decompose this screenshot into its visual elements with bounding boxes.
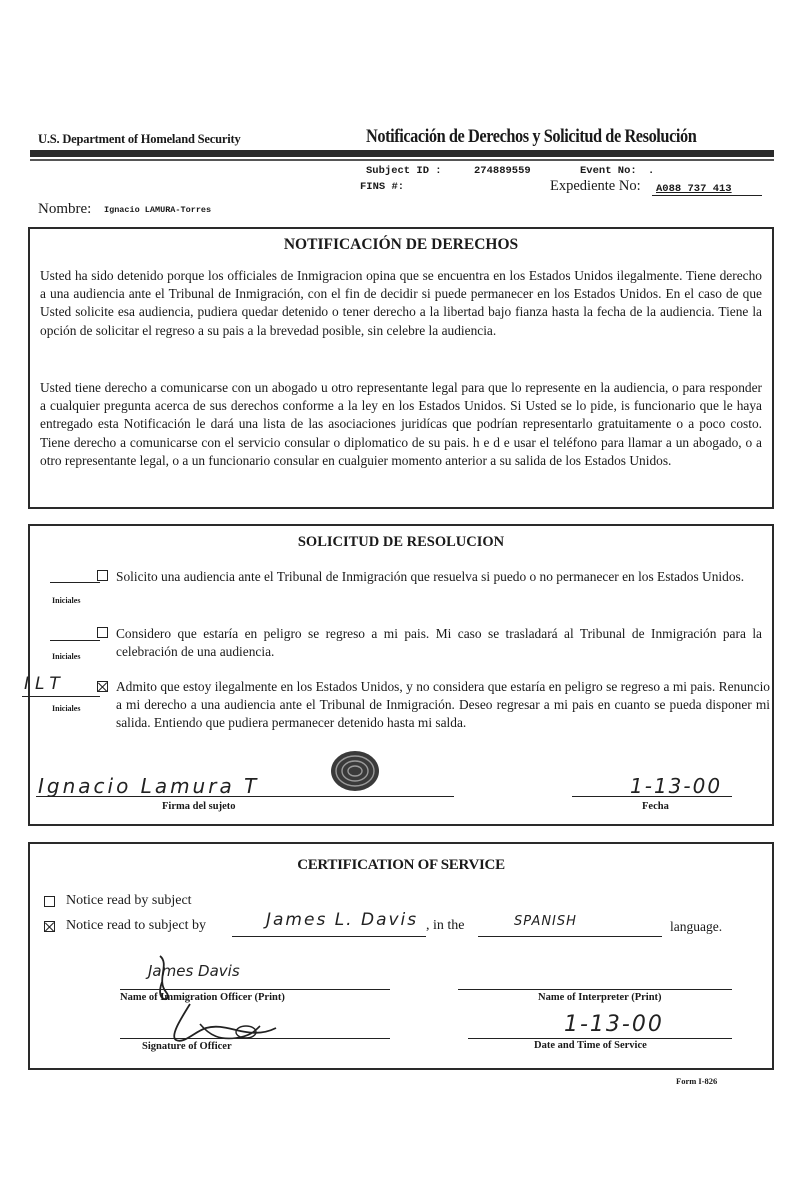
reading-officer-name: James L. Davis (266, 910, 419, 930)
subject-signature-line[interactable] (36, 796, 454, 797)
option-3-text: Admito que estoy ilegalmente en los Estados Unidos, y no considera que estaría en peligro se regreso a mi pais. Renuncio a mi derecho a una audiencia ante el Tribunal de Inmigración. Deseo regresar a mi pais en cuanto se pueda disponer mi salida. Entiendo que pudiera permanecer detenido hasta mi salda. (116, 679, 770, 731)
officer-signature-label: Signature of Officer (142, 1041, 232, 1052)
subject-signature-label: Firma del sujeto (162, 801, 236, 812)
option-3-initials: ILT (24, 674, 66, 694)
rights-title: NOTIFICACIÓN DE DERECHOS (283, 236, 519, 253)
event-no-value: . (648, 165, 655, 177)
subject-id-value: 274889559 (474, 165, 531, 177)
language-line[interactable] (478, 936, 662, 937)
form-number: Form I-826 (676, 1076, 718, 1086)
subject-date: 1-13-00 (630, 774, 723, 798)
option-2-text: Considero que estaría en peligro se regreso a mi pais. Mi caso se trasladará al Tribunal de Inmigración para la celebración de una audiencia. (116, 626, 762, 660)
option-3-checkbox-checked[interactable] (97, 681, 108, 692)
initials-label-1: Iniciales (52, 596, 81, 605)
interpreter-line[interactable] (458, 989, 732, 990)
initials-line-2[interactable] (50, 640, 100, 641)
service-date-handwriting: 1-13-00 (564, 1012, 664, 1037)
initials-label-3: Iniciales (52, 704, 81, 713)
certification-box (28, 842, 774, 1070)
officer-print-handwriting: James Davis (148, 962, 240, 980)
nombre-value: Ignacio LAMURA-Torres (104, 205, 212, 215)
resolution-box (24, 524, 774, 826)
reading-officer-line[interactable] (232, 936, 426, 937)
thumbprint-image (328, 748, 382, 794)
rights-paragraph-1: Usted ha sido detenido porque los officiales de Inmigracion opina que se encuentra en los Estados Unidos ilegalmente. Tiene derecho a una audiencia ante el Tribunal de Inmigración, con el fin de decidir si puede permanecer en los Estados Unidos. En el caso de que Usted solicite esa audiencia, pudiera quedar detenido o tener derecho a la libertad bajo fianza hasta la fecha de la audiencia. Tiene la opción de solicitar el regreso a su pais a la brevedad posible, sin celebre la audiencia. (40, 268, 762, 338)
form-title: Notificación de Derechos y Solicitud de Resolución (366, 126, 697, 147)
subject-date-line[interactable] (572, 796, 732, 797)
option-1-checkbox[interactable] (97, 570, 108, 581)
officer-print-line[interactable] (120, 989, 390, 990)
agency-name: U.S. Department of Homeland Security (38, 132, 241, 146)
initials-label-2: Iniciales (52, 652, 81, 661)
subject-date-label: Fecha (642, 801, 669, 812)
read-to-subject-label: Notice read to subject by (66, 918, 206, 933)
subject-signature: Ignacio Lamura T (38, 774, 260, 798)
header-rule-thick (30, 150, 774, 157)
read-to-subject-checkbox-checked[interactable] (44, 921, 55, 932)
initials-line-3[interactable] (22, 696, 100, 697)
fins-label: FINS #: (360, 181, 405, 193)
rights-box (28, 227, 774, 509)
expediente-value: A088 737 413 (656, 183, 732, 195)
officer-print-label: Name of Immigration Officer (Print) (120, 992, 285, 1003)
certification-title: CERTIFICATION OF SERVICE (297, 857, 505, 873)
language-label: language. (670, 919, 723, 934)
resolution-title: SOLICITUD DE RESOLUCION (297, 534, 505, 550)
officer-signature-line[interactable] (120, 1038, 390, 1039)
in-the-label: , in the (426, 918, 465, 933)
nombre-label: Nombre: (38, 201, 92, 217)
event-no-label: Event No: (580, 165, 637, 177)
subject-id-label: Subject ID : (366, 165, 442, 177)
language-value: SPANISH (514, 914, 577, 929)
read-by-subject-label: Notice read by subject (66, 893, 192, 908)
read-by-subject-checkbox[interactable] (44, 896, 55, 907)
initials-line-1[interactable] (50, 582, 100, 583)
rights-paragraph-2: Usted tiene derecho a comunicarse con un abogado u otro representante legal para que lo represente en la audiencia, o para responder a cualquier pregunta acerca de sus derechos conforme a la ley en los Estados Unidos. Si Usted se lo pide, is funcionario que le haya entregado esta Notificación le dará una lista de las asociaciones juridícas que podrían representarlo gratuitamente o a poco costo. Tiene derecho a comunicarse con el servicio consular o diplomatico de su pais. h e d e usar el teléfono para llamar a un abogado, o a otro representante legal, o a un funcionario consular en cualguier momento anterior a su salida de los Estados Unidos. (40, 380, 762, 468)
option-1-text: Solicito una audiencia ante el Tribunal de Inmigración que resuelva si puedo o no permanecer en los Estados Unidos. (116, 569, 745, 584)
service-date-line[interactable] (468, 1038, 732, 1039)
interpreter-label: Name of Interpreter (Print) (538, 992, 662, 1003)
service-date-label: Date and Time of Service (534, 1040, 647, 1051)
header-rule-thin (30, 159, 774, 161)
expediente-label: Expediente No: (550, 178, 641, 194)
option-2-checkbox[interactable] (97, 627, 108, 638)
expediente-underline (652, 195, 762, 196)
